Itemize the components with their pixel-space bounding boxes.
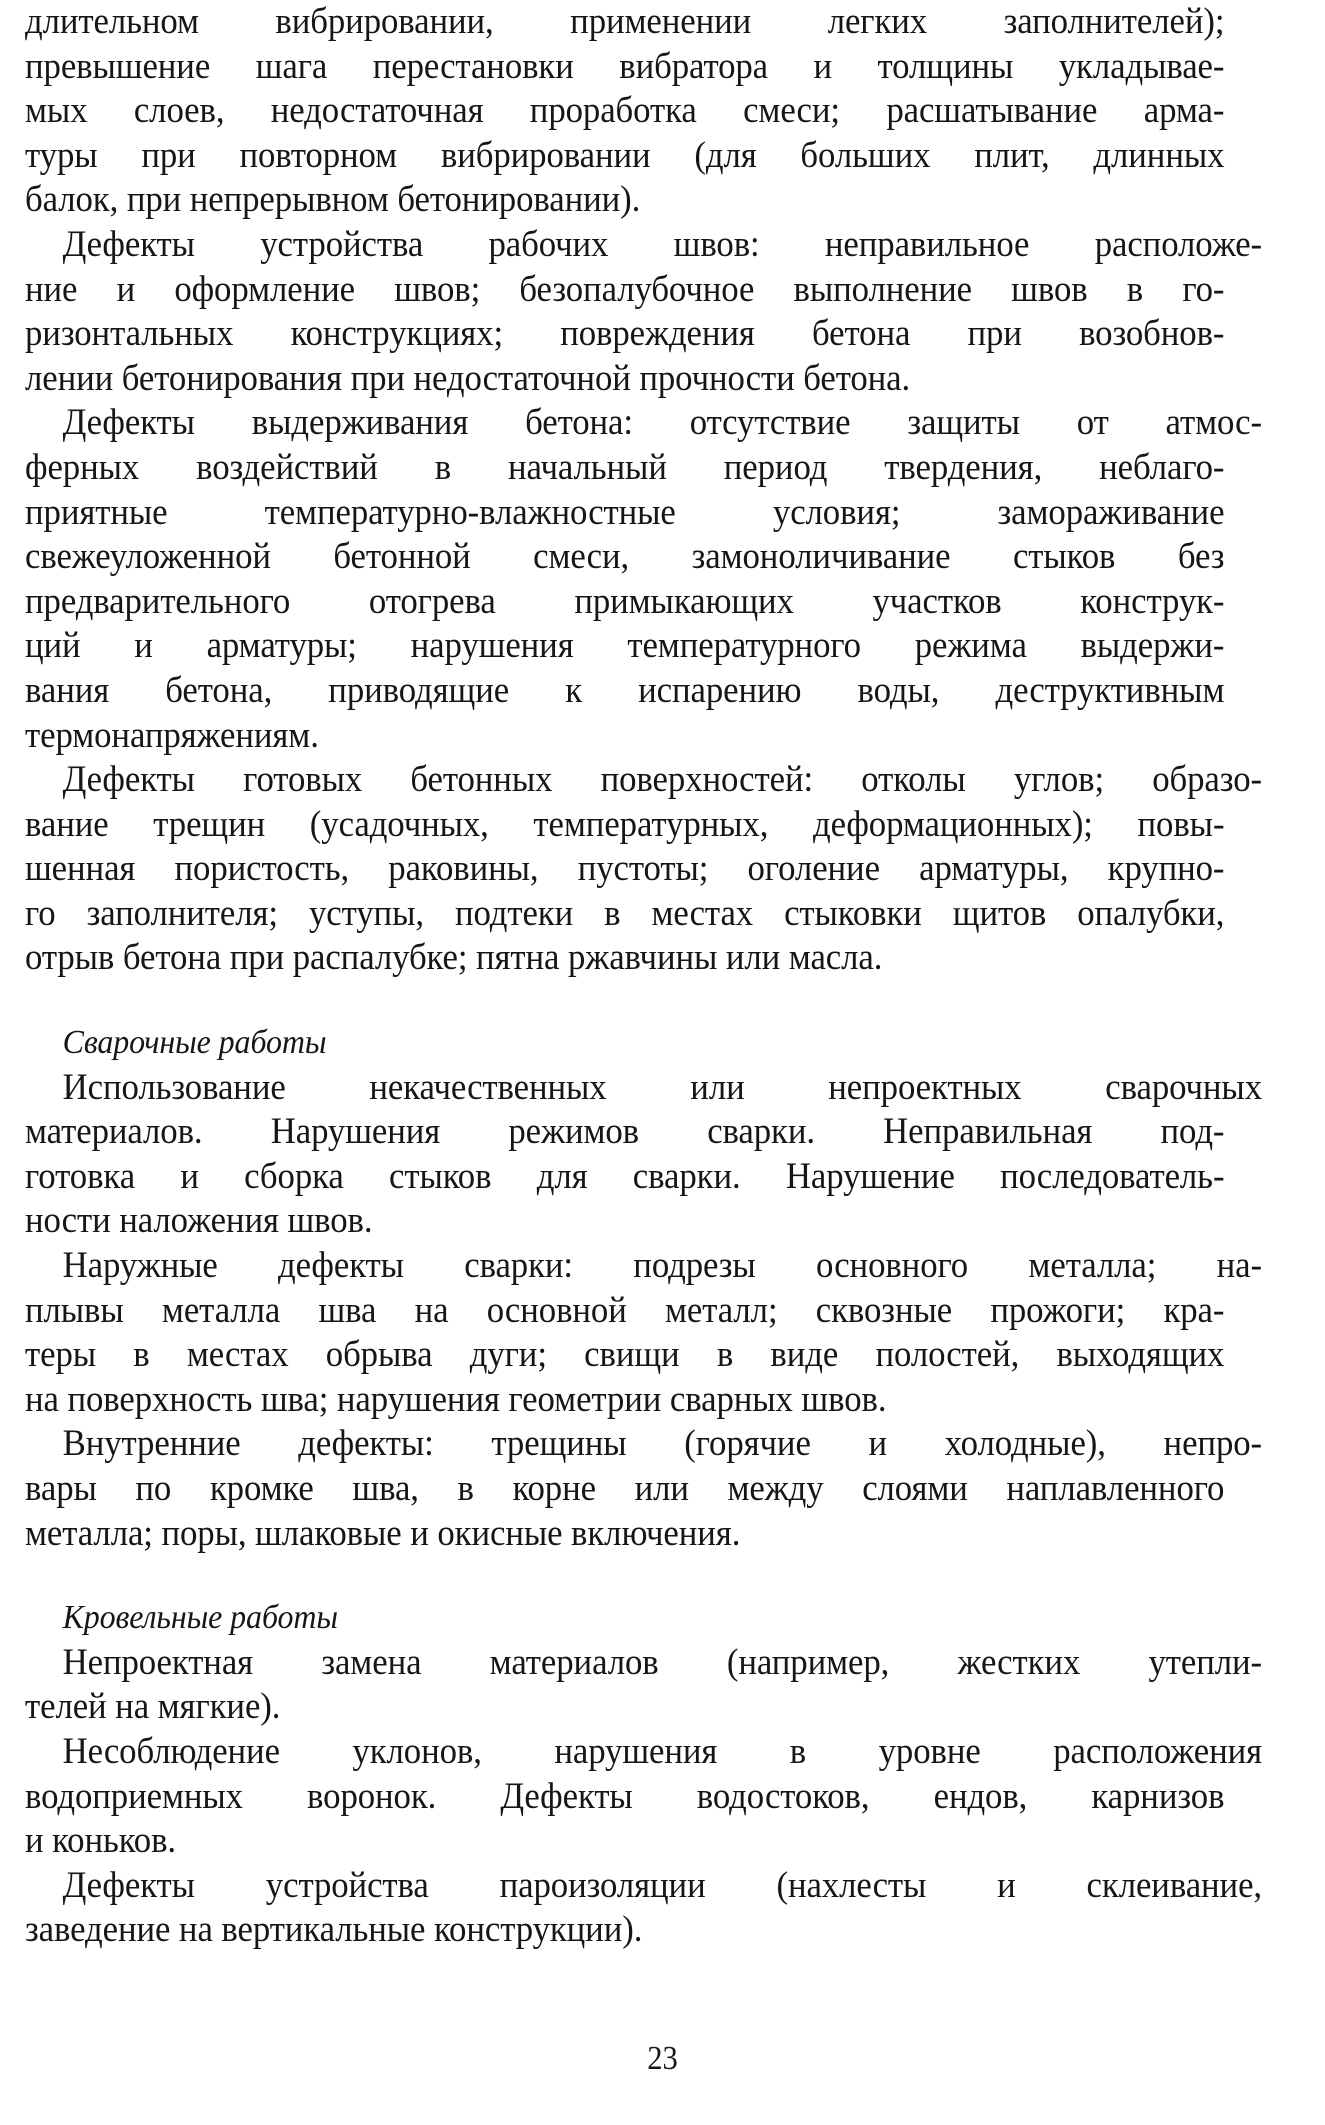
word: примыкающих xyxy=(574,580,794,622)
word: стыков xyxy=(1012,536,1116,578)
word: к xyxy=(565,669,583,711)
word: температурных, xyxy=(533,803,769,845)
word: в xyxy=(1126,268,1144,310)
word: в xyxy=(716,1334,734,1376)
word: перестановки xyxy=(372,45,574,87)
word: режимов xyxy=(508,1111,640,1153)
word: повторном xyxy=(239,134,398,176)
text-line xyxy=(25,669,1224,714)
word: плит, xyxy=(974,134,1050,176)
word: сквозные xyxy=(815,1289,953,1331)
word: отсутствие xyxy=(689,402,851,444)
paragraph-vapour-barrier-defects xyxy=(25,1864,1301,1953)
word: наплавленного xyxy=(1006,1468,1225,1509)
word: расположения xyxy=(1053,1730,1263,1772)
word: местах xyxy=(651,892,754,934)
word: образо- xyxy=(1152,759,1263,801)
text-line: на поверхность шва; нарушения геометрии сварных швов. xyxy=(25,1378,887,1420)
word: туры xyxy=(25,134,98,176)
word: в xyxy=(789,1730,807,1772)
text-line xyxy=(25,535,1224,580)
word: Дефекты xyxy=(62,223,195,265)
text-line xyxy=(25,1864,1262,1909)
word: между xyxy=(727,1468,824,1509)
word: начальный xyxy=(507,446,667,488)
word: период xyxy=(723,446,828,488)
word: толщины xyxy=(877,45,1014,87)
word: вибратора xyxy=(619,45,769,87)
text-column xyxy=(25,0,1301,1953)
word: крупно- xyxy=(1107,848,1225,890)
page-number: 23 xyxy=(647,2040,678,2077)
word: и xyxy=(813,45,833,87)
paragraph-external-weld-defects xyxy=(25,1244,1301,1422)
text-line xyxy=(25,401,1262,446)
word: дефекты xyxy=(278,1245,404,1287)
word: приводящие xyxy=(328,669,510,711)
word: шенная xyxy=(25,848,136,890)
word: повреждения xyxy=(560,313,755,355)
word: температурно-влажностные xyxy=(264,491,676,533)
word: Дефекты xyxy=(500,1775,633,1817)
text-line: металла; поры, шлаковые и окисные включения. xyxy=(25,1512,741,1554)
text-line xyxy=(25,446,1224,491)
paragraph-material-substitution xyxy=(25,1641,1301,1730)
word: приятные xyxy=(25,491,168,533)
word: обрыва xyxy=(325,1334,433,1376)
word: дефекты: xyxy=(298,1423,434,1465)
word: легких xyxy=(827,1,928,42)
word: пароизоляции xyxy=(499,1864,706,1906)
text-line xyxy=(25,803,1224,848)
word: кромке xyxy=(209,1468,314,1509)
text-line: ности наложения швов. xyxy=(25,1200,373,1242)
word: последователь- xyxy=(1000,1155,1225,1197)
word: водостоков, xyxy=(696,1775,870,1817)
word: бетона xyxy=(812,313,911,355)
word: Дефекты xyxy=(62,1864,195,1906)
word: непро- xyxy=(1163,1423,1263,1465)
word: в xyxy=(133,1334,150,1376)
word: на xyxy=(414,1289,449,1331)
word: при xyxy=(141,134,196,176)
text-line: отрыв бетона при распалубке; пятна ржавчины или масла. xyxy=(25,937,883,979)
word: шва xyxy=(318,1289,377,1331)
paragraph-finished-surface-defects xyxy=(25,758,1301,981)
text-line xyxy=(25,0,1224,45)
word: сварки. xyxy=(707,1111,815,1153)
word: выполнение xyxy=(793,268,972,310)
text-line xyxy=(25,1422,1262,1467)
word: (горячие xyxy=(684,1423,811,1465)
word: режима xyxy=(914,625,1027,667)
word: или xyxy=(634,1468,689,1509)
heading-welding-works: Сварочные работы xyxy=(62,1024,327,1062)
word: Неправильная xyxy=(883,1111,1093,1153)
word: материалов xyxy=(489,1641,659,1683)
text-line xyxy=(25,1110,1224,1155)
word: Наружные xyxy=(62,1245,218,1287)
word: повы- xyxy=(1137,803,1225,845)
word: прожоги; xyxy=(990,1289,1126,1331)
text-line xyxy=(25,491,1224,536)
text-line: термонапряжениям. xyxy=(25,714,319,756)
word: ендов, xyxy=(933,1775,1028,1817)
text-line xyxy=(25,223,1262,268)
word: кра- xyxy=(1163,1289,1225,1331)
section-spacer xyxy=(25,1556,1301,1596)
word: от xyxy=(1076,402,1109,444)
word: металла xyxy=(161,1289,281,1331)
word: бетонных xyxy=(410,759,553,801)
text-line: балок, при непрерывном бетонировании). xyxy=(25,179,641,221)
word: непроектных xyxy=(828,1066,1022,1108)
word: выдержи- xyxy=(1080,625,1225,667)
word: выдерживания xyxy=(251,402,469,444)
word: защиты xyxy=(907,402,1020,444)
word: температурного xyxy=(627,625,861,667)
word: (например, xyxy=(726,1641,890,1683)
word: пористость, xyxy=(174,848,350,890)
text-line xyxy=(25,1066,1262,1111)
word: расшатывание xyxy=(886,90,1098,132)
word: при xyxy=(967,313,1022,355)
heading-roofing-works: Кровельные работы xyxy=(62,1599,338,1637)
paragraph-internal-weld-defects xyxy=(25,1422,1301,1556)
word: го- xyxy=(1182,268,1225,310)
word: конструк- xyxy=(1080,580,1225,622)
word: неправильное xyxy=(824,223,1030,265)
word: применении xyxy=(570,1,752,42)
word: условия; xyxy=(772,491,901,533)
word: вибрировании, xyxy=(275,1,494,42)
word: испарению xyxy=(638,669,802,711)
word: недостаточная xyxy=(270,90,484,132)
word: выходящих xyxy=(1056,1334,1225,1376)
word: деформационных); xyxy=(812,803,1093,845)
word: сварки: xyxy=(464,1245,573,1287)
text-line xyxy=(25,312,1224,357)
word: ций xyxy=(25,625,81,667)
word: сборка xyxy=(244,1155,344,1197)
word: уступы, xyxy=(308,892,424,934)
word: воды, xyxy=(857,669,940,711)
word: и xyxy=(180,1155,199,1197)
word: замоноличивание xyxy=(691,536,951,578)
word: бетона, xyxy=(165,669,273,711)
word: арма- xyxy=(1143,90,1225,132)
word: и xyxy=(868,1423,888,1465)
word: отколы xyxy=(861,759,966,801)
word: бетонной xyxy=(333,536,471,578)
word: жестких xyxy=(957,1641,1081,1683)
word: и xyxy=(997,1864,1016,1906)
text-line xyxy=(25,758,1262,803)
word: полостей, xyxy=(875,1334,1020,1376)
word: Несоблюдение xyxy=(62,1730,280,1772)
word: вание xyxy=(25,803,109,845)
word: участков xyxy=(872,580,1002,622)
word: металла; xyxy=(1028,1245,1157,1287)
word: больших xyxy=(800,134,931,176)
word: по xyxy=(135,1468,172,1509)
word: без xyxy=(1177,536,1225,578)
word: швов; xyxy=(394,268,481,310)
word: (нахлесты xyxy=(776,1864,927,1906)
word: трещин xyxy=(153,803,266,845)
text-line xyxy=(25,580,1224,625)
word: на- xyxy=(1216,1245,1262,1287)
word: проработка xyxy=(529,90,697,132)
section-spacer xyxy=(25,981,1301,1021)
word: смеси, xyxy=(533,536,630,578)
text-line: и коньков. xyxy=(25,1820,177,1862)
text-line xyxy=(25,847,1224,892)
word: предварительного xyxy=(25,580,291,622)
word: нарушения xyxy=(410,625,574,667)
word: виде xyxy=(770,1334,839,1376)
word: шва, xyxy=(352,1468,419,1509)
word: поверхностей: xyxy=(600,759,814,801)
word: стыков xyxy=(389,1155,492,1197)
word: (для xyxy=(694,134,757,176)
word: и xyxy=(134,625,153,667)
text-line: лении бетонирования при недостаточной прочности бетона. xyxy=(25,357,911,399)
text-line xyxy=(25,45,1224,90)
word: уровне xyxy=(878,1730,981,1772)
word: и xyxy=(116,268,136,310)
paragraph-welding-materials-and-modes xyxy=(25,1066,1301,1244)
word: воронок. xyxy=(307,1775,437,1817)
word: замораживание xyxy=(997,491,1225,533)
word: оформление xyxy=(174,268,356,310)
word: воздействий xyxy=(196,446,378,488)
word: заполнителя; xyxy=(86,892,278,934)
word: смеси; xyxy=(743,90,840,132)
word: Нарушение xyxy=(785,1155,955,1197)
word: конструкциях; xyxy=(290,313,504,355)
word: слоев, xyxy=(133,90,225,132)
word: (усадочных, xyxy=(309,803,489,845)
text-line xyxy=(25,624,1224,669)
word: холодные), xyxy=(944,1423,1106,1465)
word: свищи xyxy=(584,1334,680,1376)
word: длительном xyxy=(25,1,199,42)
word: теры xyxy=(25,1334,97,1376)
word: местах xyxy=(186,1334,289,1376)
word: устройства xyxy=(265,1864,429,1906)
word: ферных xyxy=(25,446,140,488)
word: под- xyxy=(1160,1111,1225,1153)
word: корне xyxy=(512,1468,596,1509)
word: готовка xyxy=(25,1155,136,1197)
word: основного xyxy=(816,1245,969,1287)
word: рабочих xyxy=(488,223,609,265)
word: твердения, xyxy=(884,446,1043,488)
word: стыковки xyxy=(784,892,922,934)
text-line: заведение на вертикальные конструкции). xyxy=(25,1909,643,1951)
word: или xyxy=(690,1066,745,1108)
word: оголение xyxy=(747,848,880,890)
word: раковины, xyxy=(388,848,539,890)
word: заполнителей); xyxy=(1003,1,1225,42)
word: утепли- xyxy=(1148,1641,1263,1683)
word: атмос- xyxy=(1165,402,1263,444)
word: возобнов- xyxy=(1079,313,1225,355)
word: швов: xyxy=(673,223,760,265)
word: Нарушения xyxy=(270,1111,441,1153)
word: мых xyxy=(25,90,88,132)
word: нарушения xyxy=(554,1730,718,1772)
word: бетона: xyxy=(525,402,633,444)
word: подрезы xyxy=(633,1245,756,1287)
word: щитов xyxy=(952,892,1047,934)
word: арматуры, xyxy=(919,848,1069,890)
word: отогрева xyxy=(368,580,496,622)
word: плывы xyxy=(25,1289,124,1331)
word: металл; xyxy=(664,1289,778,1331)
word: Непроектная xyxy=(62,1641,254,1683)
word: вары xyxy=(25,1468,97,1509)
text-line xyxy=(25,134,1224,179)
text-line xyxy=(25,1641,1262,1686)
word: водоприемных xyxy=(25,1775,243,1817)
word: устройства xyxy=(260,223,424,265)
word: слоями xyxy=(862,1468,968,1509)
word: шага xyxy=(255,45,328,87)
word: некачественных xyxy=(369,1066,607,1108)
word: замена xyxy=(321,1641,422,1683)
text-line: телей на мягкие). xyxy=(25,1686,281,1728)
word: свежеуложенной xyxy=(25,536,271,578)
word: превышение xyxy=(25,45,211,87)
word: швов xyxy=(1011,268,1088,310)
word: в xyxy=(604,892,621,934)
word: ризонтальных xyxy=(25,313,234,355)
word: дуги; xyxy=(469,1334,547,1376)
word: уклонов, xyxy=(352,1730,482,1772)
word: неблаго- xyxy=(1099,446,1225,488)
paragraph-concrete-placement-defects xyxy=(25,0,1301,223)
word: Дефекты xyxy=(62,759,195,801)
word: в xyxy=(434,446,452,488)
text-line xyxy=(25,1289,1224,1334)
word: трещины xyxy=(491,1423,627,1465)
word: углов; xyxy=(1013,759,1105,801)
word: деструктивным xyxy=(995,669,1225,711)
word: ние xyxy=(25,268,78,310)
word: Дефекты xyxy=(62,402,195,444)
word: опалубки, xyxy=(1077,892,1225,934)
word: укладывае- xyxy=(1058,45,1225,87)
text-line xyxy=(25,1775,1224,1820)
paragraph-working-joints-defects xyxy=(25,223,1301,401)
word: арматуры; xyxy=(206,625,357,667)
text-line xyxy=(25,1155,1224,1200)
paragraph-concrete-curing-defects xyxy=(25,401,1301,758)
text-line xyxy=(25,892,1224,937)
text-line xyxy=(25,1730,1262,1775)
word: безопалубочное xyxy=(519,268,755,310)
text-line xyxy=(25,1333,1224,1378)
word: вибрировании xyxy=(440,134,651,176)
text-line xyxy=(25,1467,1224,1512)
word: готовых xyxy=(243,759,363,801)
text-line xyxy=(25,1244,1262,1289)
word: основной xyxy=(486,1289,627,1331)
word: сварочных xyxy=(1105,1066,1263,1108)
word: для xyxy=(536,1155,588,1197)
word: в xyxy=(457,1468,474,1509)
text-line xyxy=(25,89,1224,134)
word: длинных xyxy=(1093,134,1225,176)
word: склеивание, xyxy=(1086,1864,1263,1906)
word: вания xyxy=(25,669,110,711)
word: материалов. xyxy=(25,1111,203,1153)
paragraph-slopes-and-drainage xyxy=(25,1730,1301,1864)
word: расположе- xyxy=(1094,223,1263,265)
word: го xyxy=(25,892,56,934)
word: карнизов xyxy=(1091,1775,1225,1817)
word: сварки. xyxy=(632,1155,741,1197)
word: подтеки xyxy=(454,892,574,934)
text-line xyxy=(25,268,1224,313)
word: Внутренние xyxy=(62,1423,241,1465)
word: пустоты; xyxy=(577,848,709,890)
word: Использование xyxy=(62,1066,286,1108)
